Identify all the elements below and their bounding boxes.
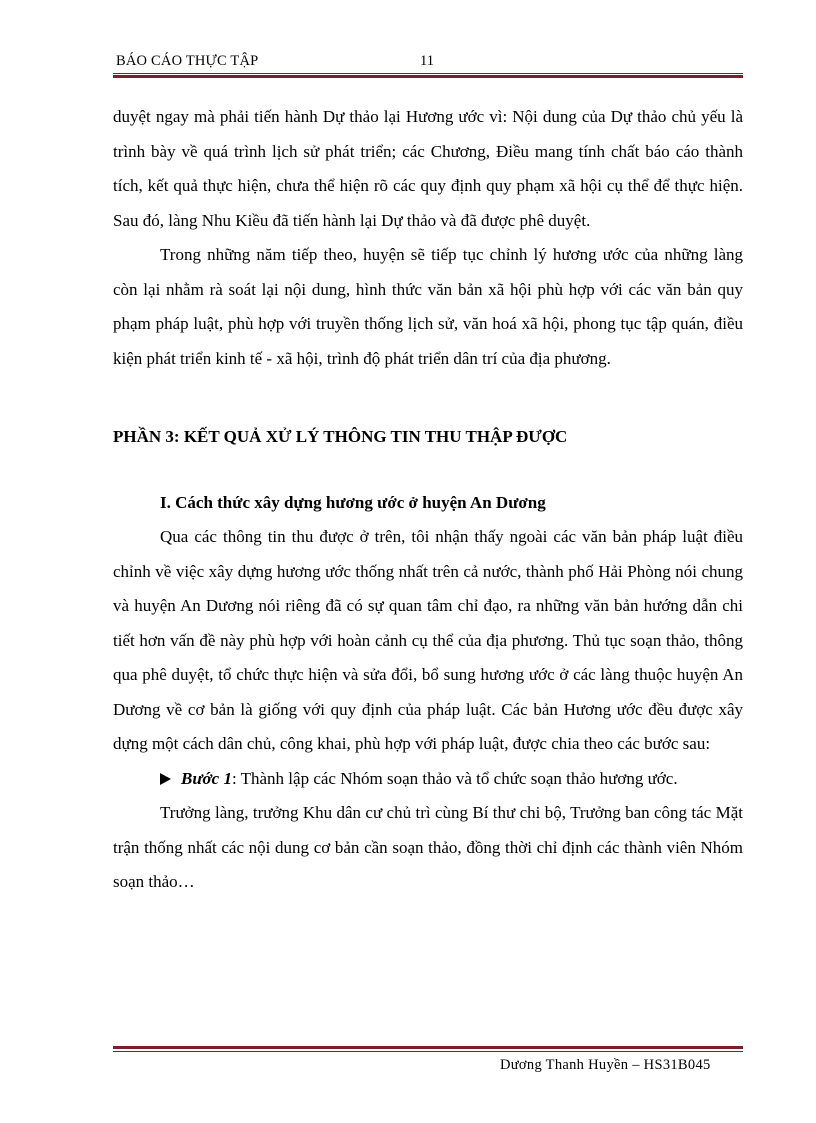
arrow-bullet-icon [160, 773, 171, 785]
step-text: : Thành lập các Nhóm soạn thảo và tổ chức soạn thảo hương ước. [231, 768, 678, 788]
header-rule-thick [113, 75, 743, 78]
paragraph-summary: Qua các thông tin thu được ở trên, tôi nhận thấy ngoài các văn bản pháp luật điều chỉnh về việc xây dựng hương ước thống nhất trên cả nước, thành phố Hải Phòng nói chung và huyện An Dương nói riêng đã có sự quan tâm chỉ đạo, ra những văn bản hướng dẫn chi tiết hơn vấn đề này phù hợp với hoàn cảnh cụ thể của địa phương. Thủ tục soạn thảo, thông qua phê duyệt, tổ chức thực hiện và sửa đổi, bổ sung hương ước ở các làng thuộc huyện An Dương về cơ bản là giống với quy định của pháp luật. Các bản Hương ước đều được xây dựng một cách dân chủ, công khai, phù hợp với pháp luật, được chia theo các bước sau: [113, 527, 743, 753]
page-header [113, 52, 743, 72]
step-item [113, 762, 743, 797]
footer-rule-thick [113, 1046, 743, 1049]
page-number: 11 [420, 53, 434, 69]
footer-rule-thin [113, 1051, 743, 1052]
report-title: BÁO CÁO THỰC TẬP [116, 53, 259, 69]
footer-author: Dương Thanh Huyền – HS31B045 [500, 1057, 711, 1073]
page-body [113, 100, 743, 900]
subsection-heading: I. Cách thức xây dựng hương ước ở huyện An Dương [160, 492, 546, 512]
paragraph-next-years: Trong những năm tiếp theo, huyện sẽ tiếp tục chỉnh lý hương ước của những làng còn lại nhằm rà soát lại nội dung, hình thức văn bản xã hội phù hợp với các văn bản quy phạm pháp luật, phù hợp với truyền thống lịch sử, văn hoá xã hội, phong tục tập quán, điều kiện phát triển kinh tế - xã hội, trình độ phát triển dân trí của địa phương. [113, 245, 743, 368]
step-label: Bước 1 [181, 768, 232, 788]
paragraph-village-head: Trưởng làng, trưởng Khu dân cư chủ trì cùng Bí thư chi bộ, Trưởng ban công tác Mặt trận thống nhất các nội dung cơ bản cần soạn thảo, đồng thời chỉ định các thành viên Nhóm soạn thảo… [113, 803, 743, 891]
header-rule-thin [113, 73, 743, 74]
paragraph-continuation: duyệt ngay mà phải tiến hành Dự thảo lại Hương ước vì: Nội dung của Dự thảo chủ yếu là trình bày về quá trình lịch sử phát triển; các Chương, Điều mang tính chất báo cáo thành tích, kết quả thực hiện, chưa thể hiện rõ các quy định quy phạm xã hội cụ thể để thực hiện. Sau đó, làng Nhu Kiều đã tiến hành lại Dự thảo và đã được phê duyệt. [113, 107, 743, 230]
section-heading: PHẦN 3: KẾT QUẢ XỬ LÝ THÔNG TIN THU THẬP ĐƯỢC [113, 427, 568, 446]
